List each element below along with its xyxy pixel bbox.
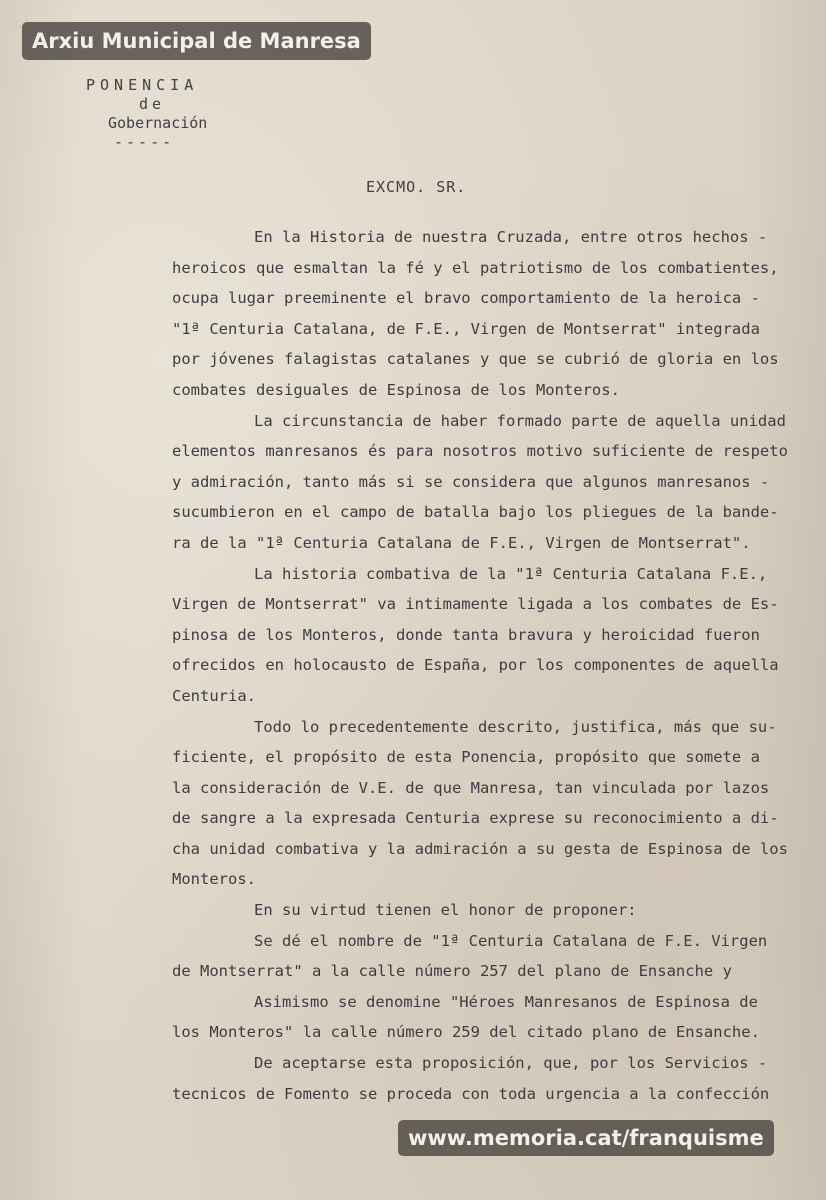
body-line: Centuria. (172, 686, 256, 705)
body-line: elementos manresanos és para nosotros motivo suficiente de respeto (172, 442, 788, 461)
body-line: heroicos que esmaltan la fé y el patriotismo de los combatientes, (172, 258, 779, 277)
body-line: ra de la "1ª Centuria Catalana de F.E., Virgen de Montserrat". (172, 533, 751, 552)
body-line: y admiración, tanto más si se considera que algunos manresanos - (172, 472, 770, 491)
body-line: Todo lo precedentemente descrito, justifica, más que su- (254, 717, 777, 736)
body-line: "1ª Centuria Catalana, de F.E., Virgen de Montserrat" integrada (172, 319, 760, 338)
body-line: En la Historia de nuestra Cruzada, entre otros hechos - (254, 228, 768, 246)
header-line-2: de (139, 95, 166, 113)
website-watermark: www.memoria.cat/franquisme (398, 1120, 774, 1156)
salutation: EXCMO. SR. (366, 178, 467, 196)
body-line: La circunstancia de haber formado parte de aquella unidad (254, 411, 786, 430)
document-body (172, 222, 822, 1109)
body-line: sucumbieron en el campo de batalla bajo los pliegues de la bande- (172, 503, 779, 522)
body-line: ofrecidos en holocausto de España, por los componentes de aquella (172, 656, 779, 675)
body-line: tecnicos de Fomento se proceda con toda urgencia a la confección (172, 1084, 770, 1103)
document-header (86, 76, 246, 152)
body-line: pinosa de los Monteros, donde tanta bravura y heroicidad fueron (172, 625, 760, 644)
body-line: los Monteros" la calle número 259 del citado plano de Ensanche. (172, 1023, 760, 1042)
body-line: de sangre a la expresada Centuria exprese su reconocimiento a di- (172, 809, 779, 828)
header-line-3: Gobernación (108, 114, 208, 132)
body-line: cha unidad combativa y la admiración a su gesta de Espinosa de los (172, 839, 788, 858)
body-line: Virgen de Montserrat" va intimamente ligada a los combates de Es- (172, 595, 779, 614)
body-line: ocupa lugar preeminente el bravo comportamiento de la heroica - (172, 289, 760, 308)
body-line: Monteros. (172, 870, 256, 889)
header-underline: ----- (114, 133, 175, 151)
body-line: De aceptarse esta proposición, que, por los Servicios - (254, 1054, 768, 1073)
body-line: La historia combativa de la "1ª Centuria Catalana F.E., (254, 564, 768, 583)
archive-watermark: Arxiu Municipal de Manresa (22, 22, 371, 60)
body-line: ficiente, el propósito de esta Ponencia, propósito que somete a (172, 748, 760, 767)
body-line: por jóvenes falagistas catalanes y que se cubrió de gloria en los (172, 350, 779, 369)
body-line: de Montserrat" a la calle número 257 del plano de Ensanche y (172, 962, 732, 981)
body-line: combates desiguales de Espinosa de los Monteros. (172, 380, 620, 399)
body-line: Asimismo se denomine "Héroes Manresanos de Espinosa de (254, 992, 758, 1011)
header-line-1: PONENCIA (86, 76, 199, 94)
body-line: En su virtud tienen el honor de proponer: (254, 901, 637, 920)
body-line: Se dé el nombre de "1ª Centuria Catalana de F.E. Virgen (254, 931, 768, 950)
body-line: la consideración de V.E. de que Manresa, tan vinculada por lazos (172, 778, 770, 797)
